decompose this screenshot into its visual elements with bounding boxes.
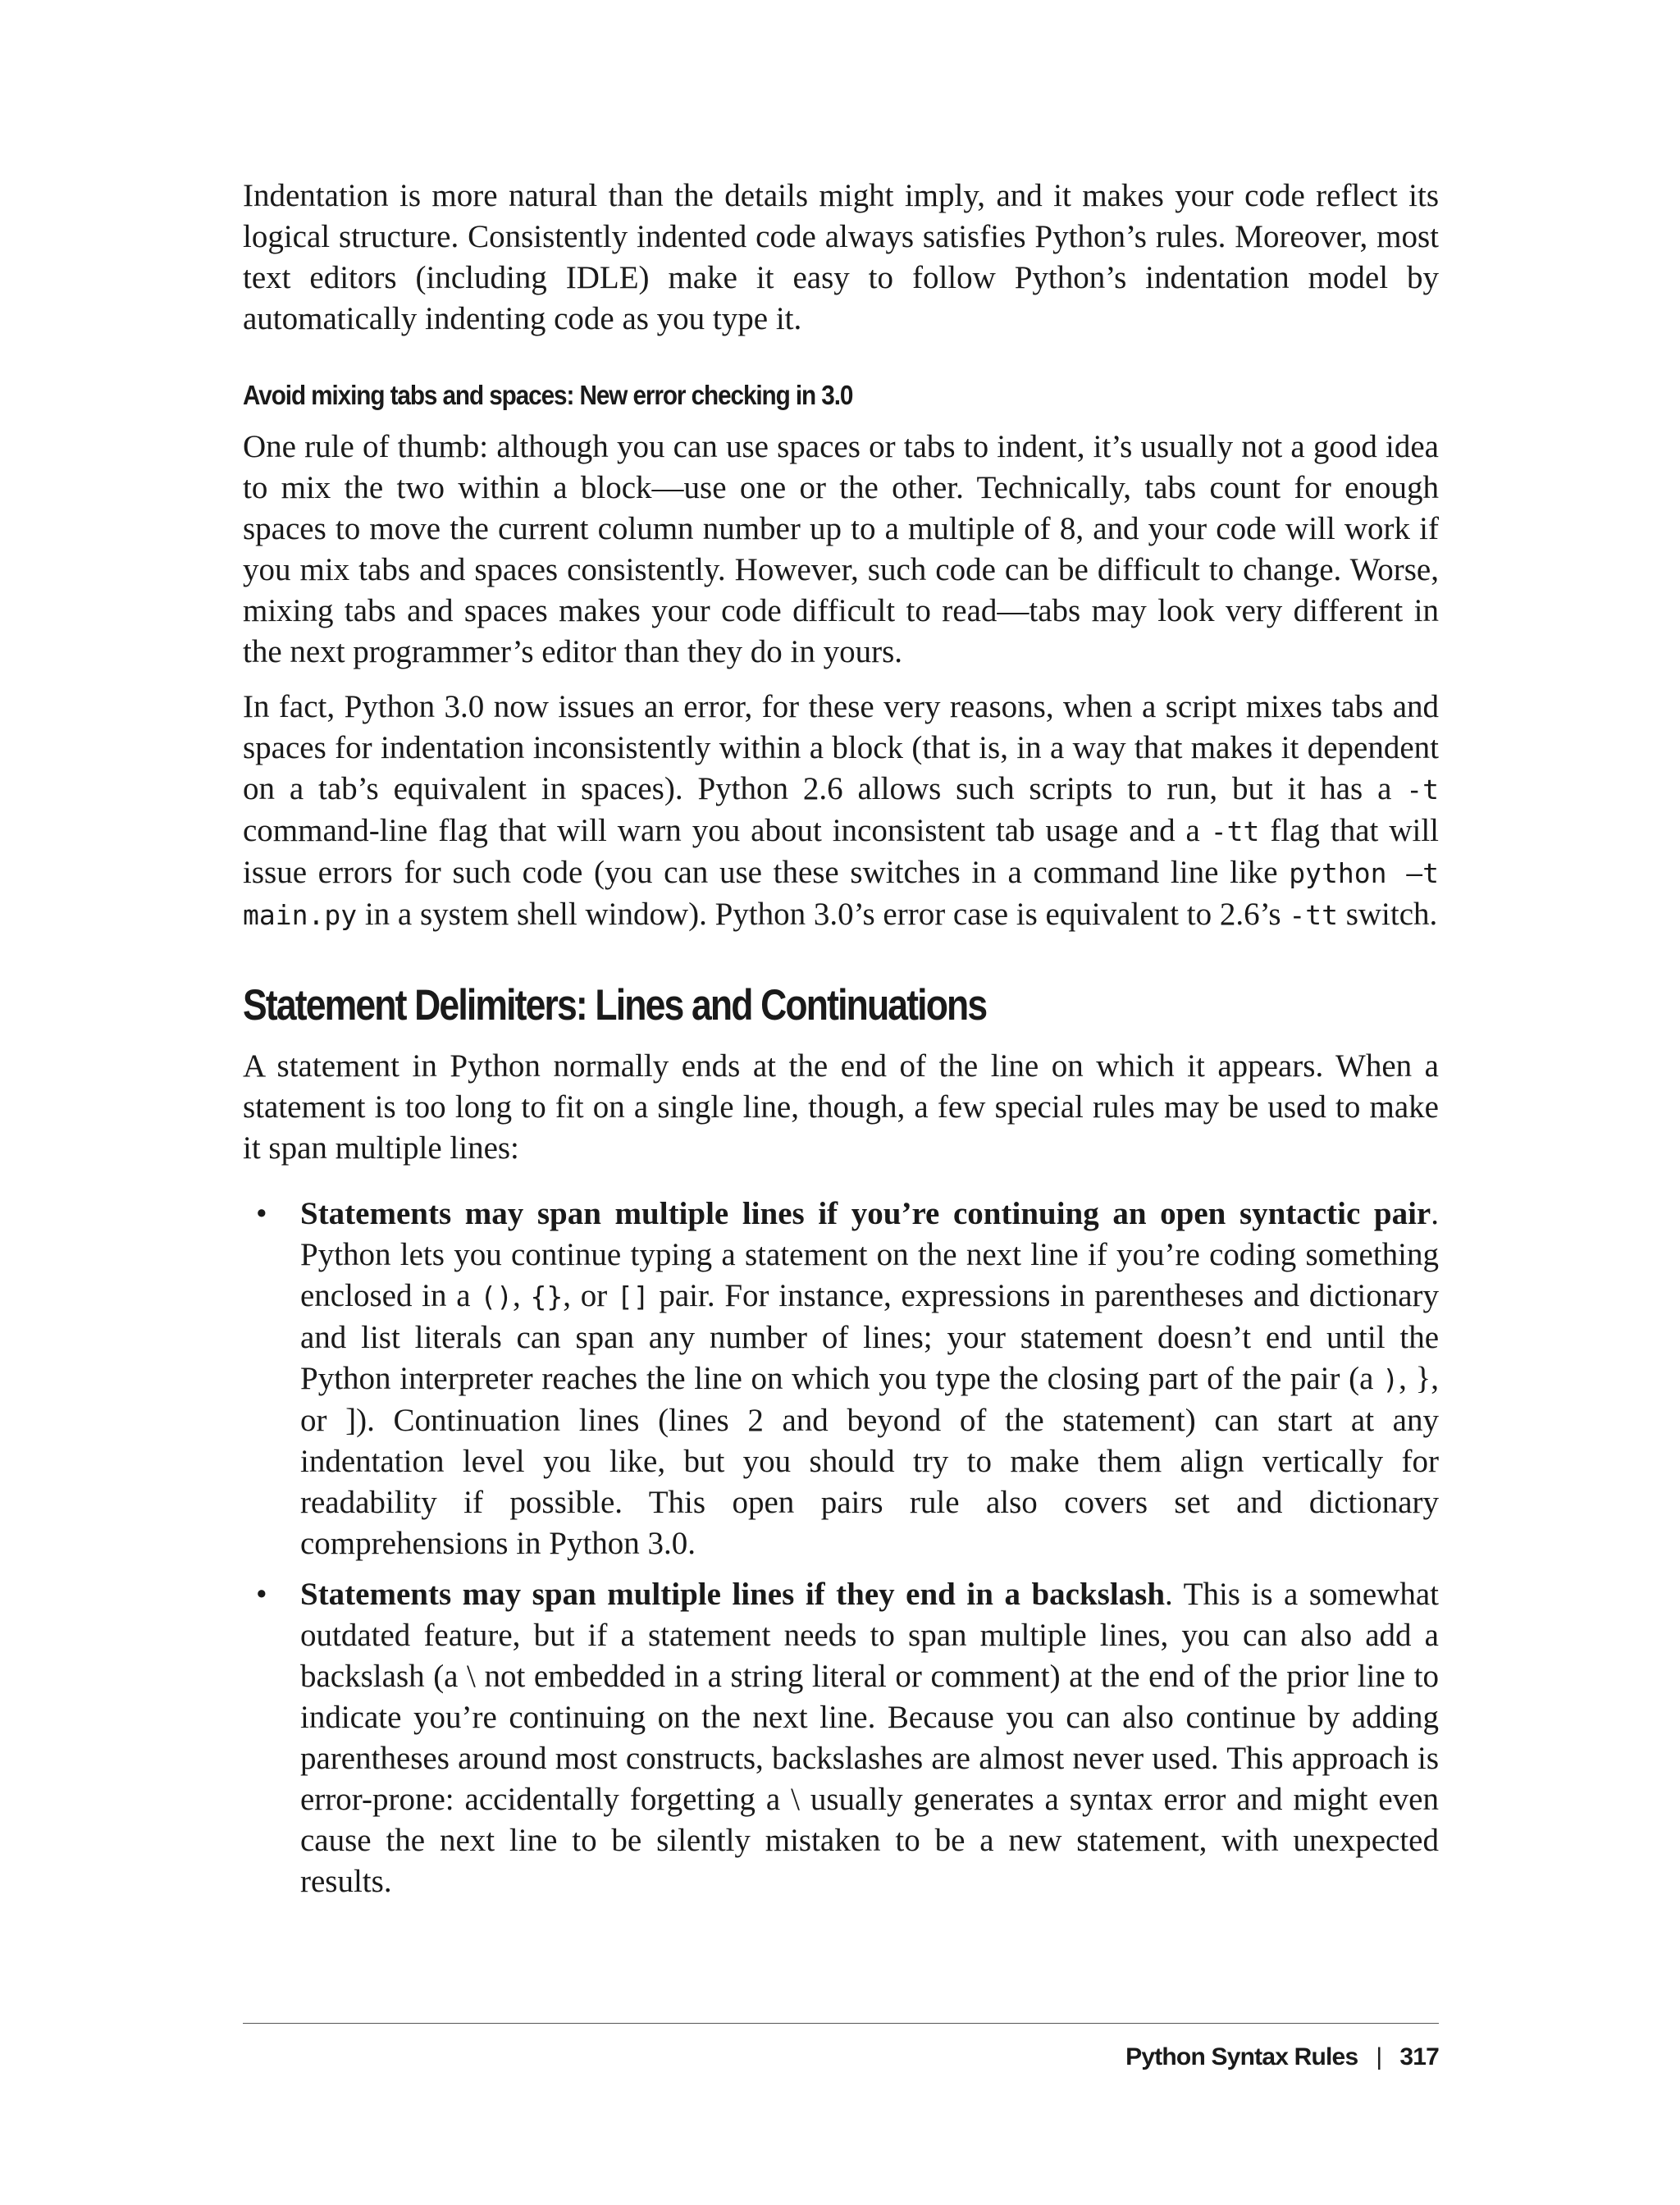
list-item-backslash	[243, 1574, 1439, 1902]
list-item-open-pair	[243, 1194, 1439, 1564]
inline-code: python –t main.py	[243, 857, 1440, 931]
bullet-icon: •	[256, 1196, 267, 1231]
text-run: In fact, Python 3.0 now issues an error, for these very reasons, when a script mixes tabs and spaces for indentation inconsistently within a block (that is, in a way that makes it dependent on a tab’s equivalent in spaces). Python 2.6 allows such scripts to run, but it has a	[243, 689, 1439, 806]
inline-code: []	[616, 1281, 650, 1312]
list-item-text	[300, 1574, 1439, 1902]
text-run: , }, or ]). Continuation lines (lines 2 and beyond of the statement) can start at any indentation level you like, but you should try to make them align vertically for readability if possible. This open pairs rule also covers set and dictionary comprehensions in Python 3.0.	[300, 1361, 1439, 1561]
text-run: switch.	[1337, 897, 1438, 932]
paragraph-gap	[243, 673, 1439, 687]
inline-code: -tt	[1210, 815, 1260, 847]
text-run: flag that will issue errors for such code (you can use these switches in a command line like	[243, 813, 1439, 890]
bold-lead: Statements may span multiple lines if you’re continuing an open syntactic pair	[300, 1196, 1431, 1231]
bullet-icon: •	[256, 1577, 267, 1612]
footer-separator: |	[1376, 2043, 1382, 2070]
footer-section-title: Python Syntax Rules	[1125, 2043, 1358, 2070]
paragraph-rule-of-thumb: One rule of thumb: although you can use spaces or tabs to indent, it’s usually not a good idea to mix the two within a block—use one or the other. Technically, tabs count for enough spaces to move the current column number up to a multiple of 8, and your code will work if you mix tabs and spaces consistently. However, such code can be difficult to change. Worse, mixing tabs and spaces makes your code difficult to read—tabs may look very different in the next programmer’s editor than they do in yours.	[243, 429, 1439, 669]
page-number: 317	[1399, 2043, 1439, 2070]
continuation-rules-list	[243, 1194, 1439, 1902]
text-run: pair. For instance, expressions in parentheses and dictionary and list literals can span any number of lines; your statement doesn’t end until the Python interpreter reaches the line on which you type the closing part of the pair (a	[300, 1278, 1439, 1396]
text-run: , or	[563, 1278, 617, 1313]
inline-code: -tt	[1289, 899, 1338, 931]
text-run: in a system shell window). Python 3.0’s error case is equivalent to 2.6’s	[357, 897, 1290, 932]
inline-code: {}	[530, 1281, 564, 1312]
text-run: . Python lets you continue typing a statement on the next line if you’re coding something enclosed in a	[300, 1196, 1439, 1313]
subheading-tabs-spaces: Avoid mixing tabs and spaces: New error checking in 3.0	[243, 380, 853, 410]
bold-lead: Statements may span multiple lines if they end in a backslash	[300, 1577, 1166, 1612]
paragraph-python3-error	[243, 687, 1439, 936]
inline-code: )	[1382, 1363, 1399, 1395]
inline-code: -t	[1406, 774, 1439, 806]
page-content	[243, 176, 1439, 1912]
page-footer	[1125, 2041, 1439, 2074]
paragraph-indentation-intro: Indentation is more natural than the details might imply, and it makes your code reflect its logical structure. Consistently indented code always satisfies Python’s rules. Moreover, most text editors (including IDLE) make it easy to follow Python’s indentation model by automatically indenting code as you type it.	[243, 178, 1439, 336]
text-run: ,	[513, 1278, 531, 1313]
section-heading: Statement Delimiters: Lines and Continuations	[243, 981, 987, 1029]
list-item-text	[300, 1194, 1439, 1564]
paragraph-statement-ends: A statement in Python normally ends at the end of the line on which it appears. When a statement is too long to fit on a single line, though, a few special rules may be used to make it span multiple lines:	[243, 1048, 1439, 1166]
text-run: command-line flag that will warn you about inconsistent tab usage and a	[243, 813, 1211, 848]
footer-divider	[243, 2023, 1439, 2024]
text-run: . This is a somewhat outdated feature, but if a statement needs to span multiple lines, you can also add a backslash (a \ not embedded in a string literal or comment) at the end of the prior line to indicate you’re continuing on the next line. Because you can also continue by adding parentheses around most constructs, backslashes are almost never used. This approach is error-prone: accidentally forgetting a \ usually generates a syntax error and might even cause the next line to be silently mistaken to be a new statement, with unexpected results.	[300, 1577, 1439, 1899]
inline-code: ()	[480, 1281, 513, 1312]
